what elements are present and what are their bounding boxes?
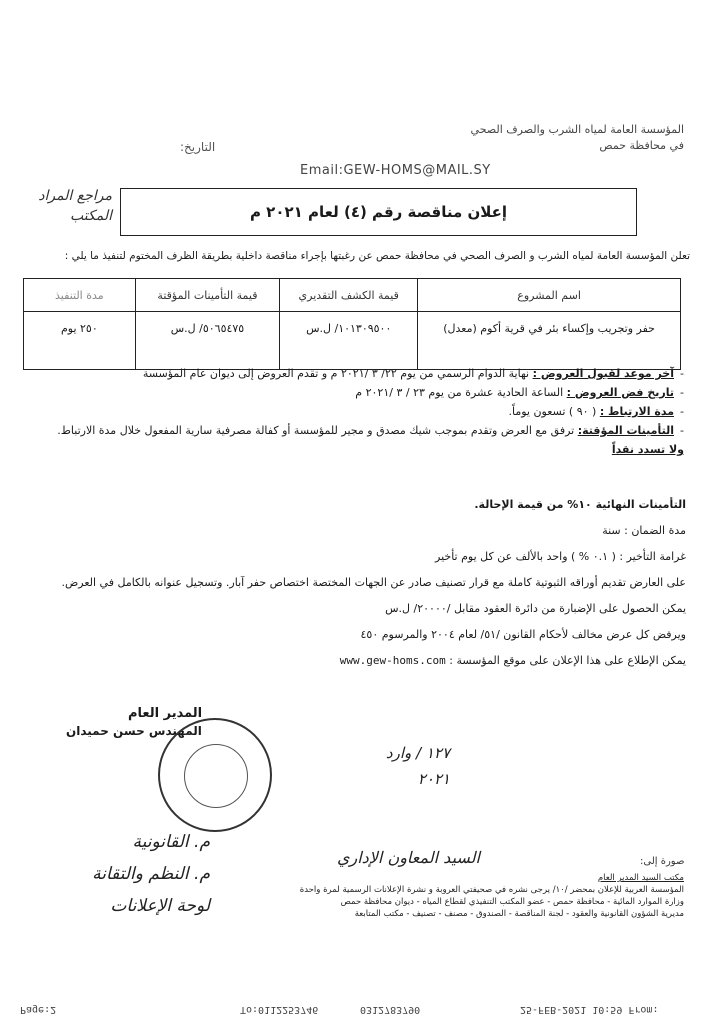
deadline-label: آخر موعد لقبول العروض : [532, 367, 674, 380]
handwritten-reference: ١٢٧ / وارد ٢٠٢١ [385, 744, 450, 788]
term-penalty: غرامة التأخير : ( ٠.١ % ) واحد بالألف عن كل يوم تأخير [435, 550, 686, 563]
duration-text: ( ٩٠ ) تسعون يوماً. [508, 405, 597, 418]
temp-insurance-label: التأمينات المؤقتة: [577, 424, 674, 437]
duration-label: مدة الارتباط : [599, 405, 674, 418]
conditions [44, 364, 684, 459]
org-header [454, 122, 684, 154]
org-line: في محافظة حمص [599, 139, 684, 152]
duration-line: -مدة الارتباط : ( ٩٠ ) تسعون يوماً. [508, 405, 684, 418]
handwritten-distribution: م. القانونية م. النظم والتقانة لوحة الإعلانات [92, 832, 210, 916]
table-row [24, 312, 681, 370]
cc-list: مكتب السيد المدير العام المؤسسة العربية للإعلان بمحضر /١٠/ يرجى نشره في صحيفتي العروبة و نشرة الإعلانات الرسمية لمرة واحدة وزارة الموارد المائية - محافظة حمص - عضو المكتب التنفيذي لقطاع المياه - ديوان محافظة حمص مديرية الشؤون القانونية والعقود - لجنة المناقصة - الصندوق - مصنف - تصنيف - مكتب المتابعة [299, 873, 684, 919]
term-guarantee: مدة الضمان : سنة [602, 524, 686, 537]
col-estimate: قيمة الكشف التقديري [280, 279, 418, 312]
cell-project-name: حفر وتجريب وإكساء بئر في قرية أكوم (معدل) [418, 312, 681, 370]
term-dossier: يمكن الحصول على الإضبارة من دائرة العقود مقابل /٢٠٠٠٠/ ل.س [385, 602, 686, 615]
cell-estimate: ١٠١٣٠٩٥٠٠/ ل.س [280, 312, 418, 370]
signature-title: المدير العام [128, 706, 203, 721]
signature-name: المهندس حسن حميدان [66, 724, 202, 738]
col-project-name: اسم المشروع [418, 279, 681, 312]
org-line: المؤسسة العامة لمياه الشرب والصرف الصحي [470, 123, 684, 136]
term-final-insurance: التأمينات النهائية ١٠% من قيمة الإحالة. [474, 498, 686, 511]
project-table [23, 278, 681, 370]
temp-insurance-line: -التأمينات المؤقتة: ترفق مع العرض وتقدم بموجب شيك مصدق و مجير للمؤسسة أو كفالة مصرفية سارية المفعول خلال مدة الارتباط. ولا تسدد نقداً [57, 424, 684, 456]
handwritten-note: مراجع المراد المكتب [38, 188, 112, 224]
col-duration: مدة التنفيذ [24, 279, 136, 312]
opening-label: تاريخ فض العروض : [566, 386, 674, 399]
term-rejection: ويرفض كل عرض مخالف لأحكام القانون /٥١/ لعام ٢٠٠٤ والمرسوم ٤٥٠ [360, 628, 686, 641]
deadline-text: نهاية الدوام الرسمي من يوم ٢٢/ ٣ /٢٠٢١ م و تقدم العروض إلى ديوان عام المؤسسة [142, 367, 530, 380]
document-title: إعلان مناقصة رقم (٤) لعام ٢٠٢١ م [120, 188, 637, 236]
date-label: التاريخ: [180, 140, 216, 154]
deadline-line: -آخر موعد لقبول العروض : نهاية الدوام الرسمي من يوم ٢٢/ ٣ /٢٠٢١ م و تقدم العروض إلى ديوان عام المؤسسة [142, 367, 684, 380]
table-header-row [24, 279, 681, 312]
no-cash-note: ولا تسدد نقداً [611, 443, 684, 456]
opening-text: الساعة الحادية عشرة من يوم ٢٣ / ٣ /٢٠٢١ م [355, 386, 564, 399]
handwritten-director-note: السيد المعاون الإداري [336, 848, 480, 867]
official-seal [158, 718, 272, 832]
website-line [46, 648, 686, 674]
temp-insurance-text: ترفق مع العرض وتقدم بموجب شيك مصدق و مجير للمؤسسة أو كفالة مصرفية سارية المفعول خلال مدة الارتباط. [57, 424, 575, 437]
email: Email:GEW-HOMS@MAIL.SY [300, 163, 491, 178]
cell-insurance: ٥٠٦٥٤٧٥/ ل.س [135, 312, 280, 370]
term-documents: على العارض تقديم أوراقه الثبوتية كاملة مع قرار تصنيف صادر عن الجهات المختصة اختصاص حفر آبار. وتسجيل عنوانه بالكامل في العرض. [61, 576, 686, 589]
website-note: يمكن الإطلاع على هذا الإعلان على موقع المؤسسة : [449, 654, 686, 667]
cell-duration: ٢٥٠ يوم [24, 312, 136, 370]
opening-line: -تاريخ فض العروض : الساعة الحادية عشرة من يوم ٢٣ / ٣ /٢٠٢١ م [355, 386, 684, 399]
terms [46, 492, 686, 674]
col-insurance: قيمة التأمينات المؤقتة [135, 279, 280, 312]
intro-text: تعلن المؤسسة العامة لمياه الشرب و الصرف الصحي في محافظة حمص عن رغبتها بإجراء مناقصة داخلية بطريقة الظرف المختوم لتنفيذ ما يلي : [64, 250, 690, 262]
website-link[interactable]: www.gew-homs.com [339, 654, 446, 667]
cc-label: صورة إلى: [640, 856, 685, 867]
